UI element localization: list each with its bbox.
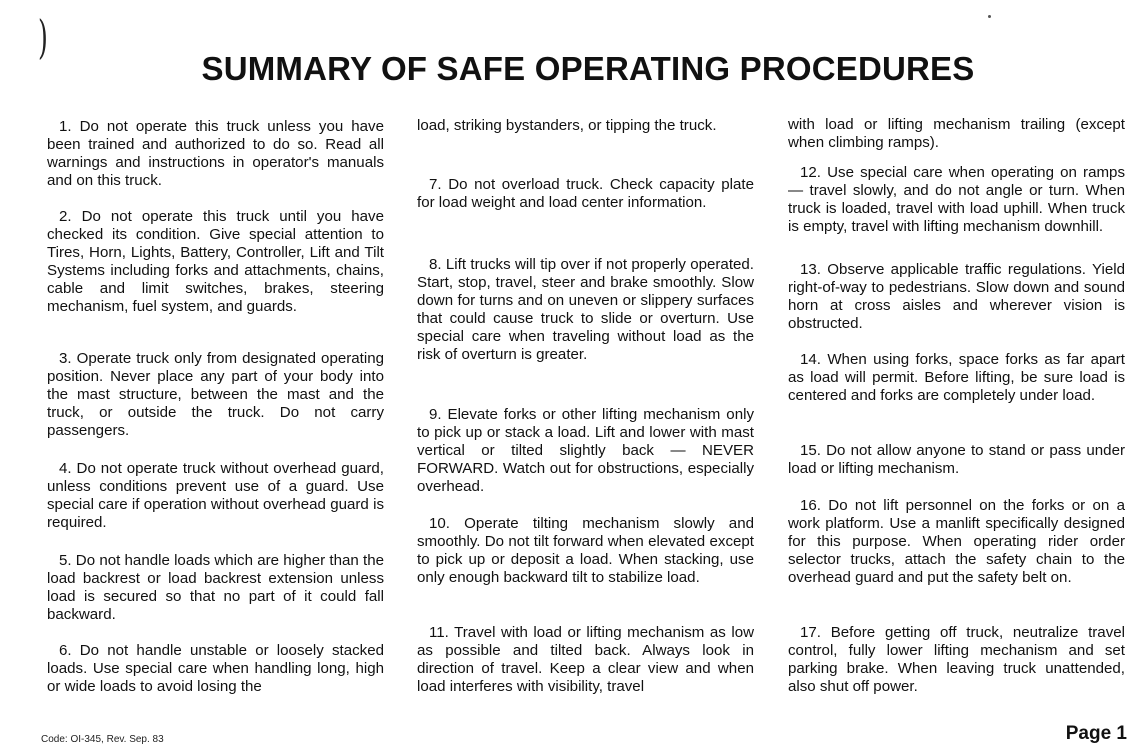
margin-mark: ) <box>38 10 48 64</box>
page-title: SUMMARY OF SAFE OPERATING PROCEDURES <box>201 50 975 87</box>
procedure-16: 16. Do not lift personnel on the forks or on a work platform. Use a manlift specifically designed for this purpose. When operating rider order selector trucks, attach the safety chain to the overhead guard and put the safety belt on. <box>788 497 1125 586</box>
procedure-11: 11. Travel with load or lifting mechanism as low as possible and tilted back. Always look in direction of travel. Keep a clear view and when load interferes with visibility, travel <box>417 624 754 695</box>
procedure-6: 6. Do not handle unstable or loosely stacked loads. Use special care when handling long, high or wide loads to avoid losing the <box>47 642 384 695</box>
procedure-10: 10. Operate tilting mechanism slowly and smoothly. Do not tilt forward when elevated except to pick up or deposit a load. When stacking, use only enough backward tilt to stabilize load. <box>417 515 754 586</box>
procedure-3: 3. Operate truck only from designated operating position. Never place any part of your body into the mast structure, between the mast and the truck, or outside the truck. Do not carry passengers. <box>47 350 384 439</box>
procedure-8: 8. Lift trucks will tip over if not properly operated. Start, stop, travel, steer and brake smoothly. Slow down for turns and on uneven or slippery surfaces that could cause truck to slide or overturn. Use special care when traveling without load as the risk of overturn is greater. <box>417 256 754 363</box>
procedure-4: 4. Do not operate truck without overhead guard, unless conditions prevent use of a guard. Use special care if operation without overhead guard is required. <box>47 460 384 531</box>
procedure-11-continued: with load or lifting mechanism trailing (except when climbing ramps). <box>788 116 1125 151</box>
procedure-6-continued: load, striking bystanders, or tipping the truck. <box>417 117 717 134</box>
procedure-1: 1. Do not operate this truck unless you have been trained and authorized to do so. Read all warnings and instructions in operator's manuals and on this truck. <box>47 118 384 189</box>
speck <box>988 15 991 18</box>
procedure-17: 17. Before getting off truck, neutralize travel control, fully lower lifting mechanism and set parking brake. When leaving truck unattended, also shut off power. <box>788 624 1125 695</box>
procedure-12: 12. Use special care when operating on ramps — travel slowly, and do not angle or turn. When truck is loaded, travel with load uphill. When truck is empty, travel with lifting mechanism downhill. <box>788 164 1125 235</box>
procedure-13: 13. Observe applicable traffic regulations. Yield right-of-way to pedestrians. Slow down and sound horn at cross aisles and wherever vision is obstructed. <box>788 261 1125 332</box>
procedure-14: 14. When using forks, space forks as far apart as load will permit. Before lifting, be sure load is centered and forks are completely under load. <box>788 351 1125 404</box>
procedure-5: 5. Do not handle loads which are higher than the load backrest or load backrest extension unless load is secured so that no part of it could fall backward. <box>47 552 384 623</box>
document-code: Code: OI-345, Rev. Sep. 83 <box>41 734 164 745</box>
procedure-9: 9. Elevate forks or other lifting mechanism only to pick up or stack a load. Lift and lower with mast vertical or tilted slightly back — NEVER FORWARD. Watch out for obstructions, especially overhead. <box>417 406 754 495</box>
procedure-2: 2. Do not operate this truck until you have checked its condition. Give special attention to Tires, Horn, Lights, Battery, Controller, Lift and Tilt Systems including forks and attachments, chains, cable and limit switches, brakes, steering mechanism, fuel system, and guards. <box>47 208 384 315</box>
page-number: Page 1 <box>1065 723 1127 744</box>
procedure-7: 7. Do not overload truck. Check capacity plate for load weight and load center information. <box>417 176 754 211</box>
procedure-15: 15. Do not allow anyone to stand or pass under load or lifting mechanism. <box>788 442 1125 477</box>
